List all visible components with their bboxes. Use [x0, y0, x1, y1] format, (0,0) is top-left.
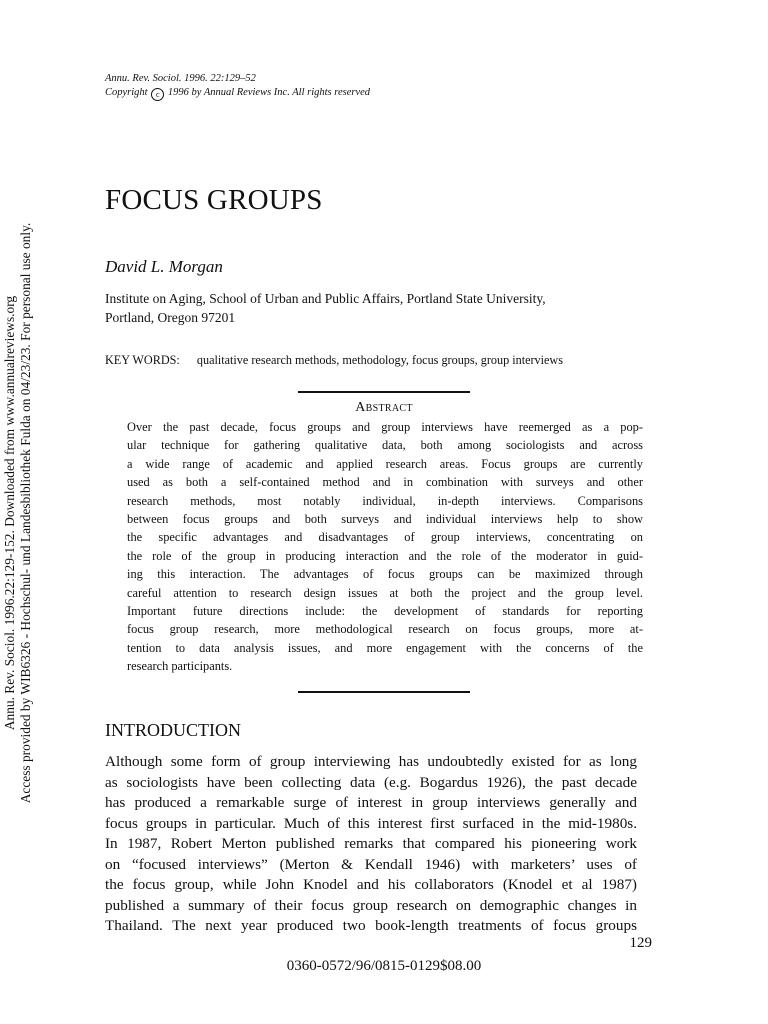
body-line: the focus group, while John Knodel and his collaborators (Knodel et al 1987)	[105, 876, 637, 893]
journal-reference: Annu. Rev. Sociol. 1996. 22:129–52	[105, 73, 256, 84]
affiliation-line: Portland, Oregon 97201	[105, 310, 236, 325]
section-heading-introduction: INTRODUCTION	[105, 720, 241, 740]
body-line: as sociologists have been collecting data (e.g. Bogardus 1926), the past decade	[105, 773, 637, 791]
body-line: published a summary of their focus group research on demographic changes in	[105, 896, 637, 914]
download-notice-line: Annu. Rev. Sociol. 1996.22:129-152. Downloaded from www.annualreviews.org	[2, 295, 17, 731]
copyright-prefix: Copyright	[105, 87, 148, 98]
abstract-line: tention to data analysis issues, and more engagement with the concerns of the	[127, 640, 643, 655]
download-notice-line: Access provided by WIB6326 - Hochschul- und Landesbibliothek Fulda on 04/23/23. For personal use only.	[18, 222, 33, 804]
abstract-line: ing this interaction. The advantages of focus groups can be maximized through	[127, 567, 643, 582]
issn-line: 0360-0572/96/0815-0129$08.00	[286, 958, 482, 974]
abstract-line: Over the past decade, focus groups and group interviews have reemerged as a pop-	[127, 420, 643, 434]
abstract-line: research methods, most notably individual, in-depth interviews. Comparisons	[127, 493, 643, 508]
keywords-label: KEY WORDS:	[105, 353, 180, 367]
abstract-line: focus group research, more methodological research on focus groups, more at-	[127, 622, 643, 637]
abstract-top-rule	[298, 391, 470, 393]
abstract-line: between focus groups and both surveys and individual interviews help to show	[127, 512, 643, 526]
body-line: has produced a remarkable surge of interest in group interviews generally and	[105, 794, 637, 811]
article-author: David L. Morgan	[105, 257, 223, 276]
keywords-line	[105, 353, 563, 368]
body-line: Thailand. The next year produced two book-length treatments of focus groups	[105, 917, 637, 934]
abstract-line: the role of the group in producing interaction and the role of the moderator in guid-	[127, 548, 643, 563]
copyright-suffix: 1996 by Annual Reviews Inc. All rights reserved	[167, 87, 371, 98]
abstract-line: used as both a self-contained method and in combination with surveys and other	[127, 475, 643, 490]
affiliation-line: Institute on Aging, School of Urban and Public Affairs, Portland State University,	[105, 291, 546, 306]
body-line: In 1987, Robert Merton published remarks that compared his pioneering work	[105, 835, 637, 852]
abstract-line: ular technique for gathering qualitative data, both among sociologists and across	[127, 438, 643, 453]
copyright-symbol: c	[151, 88, 164, 101]
abstract-line: a wide range of academic and applied research areas. Focus groups are currently	[127, 456, 643, 471]
page-number: 129	[629, 935, 652, 951]
author-affiliation	[105, 289, 546, 327]
abstract-bottom-rule	[298, 691, 470, 693]
keywords-list: qualitative research methods, methodology, focus groups, group interviews	[196, 353, 563, 367]
abstract-line: Important future directions include: the development of standards for reporting	[127, 604, 643, 618]
abstract-line: the specific advantages and disadvantages of group interviews, concentrating on	[127, 530, 643, 545]
abstract-heading: Abstract	[355, 400, 413, 415]
article-title: FOCUS GROUPS	[105, 184, 323, 216]
body-line: Although some form of group interviewing has undoubtedly existed for as long	[105, 753, 637, 770]
download-notice	[2, 103, 34, 923]
abstract-line: research participants.	[127, 659, 233, 674]
body-line: on “focused interviews” (Merton & Kendall 1946) with marketers’ uses of	[105, 855, 637, 873]
copyright-line	[105, 86, 370, 101]
body-line: focus groups in particular. Much of this interest first surfaced in the mid-1980s.	[105, 814, 637, 832]
abstract-line: careful attention to research design issues at both the project and the group level.	[127, 585, 643, 600]
